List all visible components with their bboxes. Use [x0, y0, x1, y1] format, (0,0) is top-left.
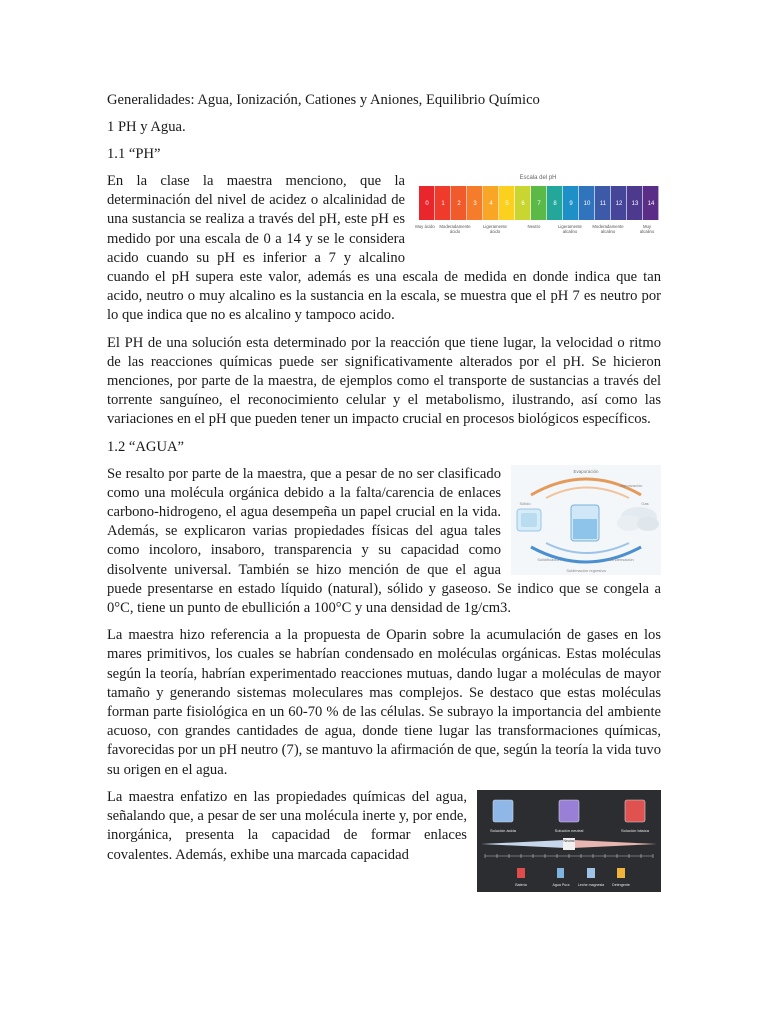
ph-number-14: 14	[647, 201, 655, 208]
basic-beaker-icon	[625, 800, 645, 822]
example-label-battery: Batería	[515, 882, 527, 887]
example-label-detergent: Detergente	[612, 882, 630, 887]
water-bottle-icon	[557, 868, 564, 878]
ph-number-8: 8	[553, 201, 557, 208]
ph-category-label: Ligeramente ácido	[483, 224, 507, 234]
paragraph-chemical-properties: La maestra enfatizo en las propiedades químicas del agua, señalando que, a pesar de ser una molécula inerte y, por ende, inorgánica, presenta la capacidad de formar enlaces covalentes. Además, exhibe una marcada capacidad	[107, 788, 467, 863]
acid-base-scale-figure	[477, 790, 661, 892]
water-label-top: Evaporación	[573, 468, 599, 474]
ph-number-4: 4	[489, 201, 493, 208]
ph-number-13: 13	[631, 201, 639, 208]
paragraph-ph-intro: En la clase la maestra menciono, que la determinación del nivel de acidez o alcalinidad de una sustancia se realiza a través del pH, este pH es medido por una escala de 0 a 14 y se le considera acido cuando su pH es inferior a 7 y alcalino cuando el pH supera este valor, además es una escala de medida en donde indica que tan acido, neutro o muy alcalino es la sustancia en la escala, se muestra que el pH 7 es neutro por lo que indica que no es alcalino y tampoco acido.	[107, 173, 661, 324]
example-label-milk-magnesia: Leche magnesia	[577, 882, 605, 887]
ph-number-7: 7	[537, 201, 541, 208]
acid-base-scale-graphic	[477, 790, 661, 892]
ph-number-2: 2	[457, 201, 461, 208]
ph-category-label: Muy ácido	[415, 224, 435, 229]
water-states-figure	[511, 465, 661, 575]
water-label-left: Sólido	[519, 500, 531, 506]
neutral-beaker-icon	[559, 800, 579, 822]
ph-number-11: 11	[599, 201, 607, 208]
water-label-right: Gas	[641, 500, 649, 506]
ph-number-12: 12	[615, 201, 623, 208]
ph-category-label: Moderadamente alcalino	[592, 224, 624, 234]
ph-category-label: Moderadamente ácido	[439, 224, 471, 234]
neutral-solution-label: Solución neutral	[554, 827, 584, 833]
example-label-pure-water: Agua Pura	[552, 882, 570, 887]
water-label-top-right: Vaporización	[619, 482, 643, 488]
water-states-graphic	[511, 465, 661, 575]
ph-number-0: 0	[425, 201, 429, 208]
section-heading-1-1: 1.1 “PH”	[107, 146, 161, 162]
water-label-bottom-right: Condensación	[608, 556, 634, 562]
ph-scale-graphic	[415, 172, 661, 262]
ph-number-6: 6	[521, 201, 525, 208]
acid-beaker-icon	[493, 800, 513, 822]
ph-number-5: 5	[505, 201, 509, 208]
ph-scale-figure	[415, 172, 661, 262]
ph-number-9: 9	[569, 201, 573, 208]
neutral-center-label: Neutral	[563, 838, 575, 843]
section-heading-1-2: 1.2 “AGUA”	[107, 438, 185, 455]
paragraph-oparin: La maestra hizo referencia a la propuesta de Oparin sobre la acumulación de gases en los mares primitivos, los cuales se habrían condensado en moléculas orgánicas. Estas moléculas según la teoría, habrían experimentado reacciones mutuas, dando lugar a moléculas de mayor tamaño y generando sistemas moleculares mas complejos. Se destaco que estas moléculas forman parte fisiológica en un 60-70 % de las células. Se subrayo la importancia del ambiente acuoso, con grandes cantidades de agua, donde tiene lugar las transformaciones químicas, favorecidas por un pH neutro (7), se mantuvo la afirmación de que, según la teoría la vida tuvo su origen en el agua.	[107, 627, 661, 778]
battery-icon	[517, 868, 525, 878]
acid-solution-label: Solución ácida	[489, 827, 517, 833]
paragraph-ph-reactions: El PH de una solución esta determinado por la reacción que tiene lugar, la velocidad o ritmo de las reacciones químicas puede ser significativamente alterados por el pH. Se hicieron menciones, por parte de la maestra, de ejemplos como el transporte de sustancias a través del torrente sanguíneo, el reconocimiento celular y el metabolismo, ilustrando, así como las variaciones en el pH que pueden tener un impacto crucial en procesos biológicos específicos.	[107, 334, 661, 428]
detergent-icon	[617, 868, 625, 878]
basic-solution-label: Solución básica	[620, 827, 650, 833]
section-heading-1: 1 PH y Agua.	[107, 119, 186, 135]
ph-number-10: 10	[583, 201, 591, 208]
ph-scale-title: Escala del pH	[519, 175, 557, 181]
ph-number-1: 1	[441, 201, 445, 208]
document-content	[107, 91, 661, 896]
ph-category-label: Neutro	[527, 224, 541, 229]
ph-category-label: Muy alcalino	[639, 224, 655, 234]
water-label-bottom: Sublimación regresiva	[566, 567, 606, 573]
water-label-bottom-left: Solidificación	[537, 556, 561, 562]
ph-number-3: 3	[473, 201, 477, 208]
paragraph-water-properties: Se resalto por parte de la maestra, que a pesar de no ser clasificado como una molécula orgánica debido a la falta/carencia de enlaces carbono-hidrogeno, el agua desempeña un papel crucial en la vida. Además, se explicaron varias propiedades físicas del agua tales como incoloro, insaboro, transparencia y su capacidad como disolvente universal. También se hizo mención de que el agua puede presentarse en estado líquido (natural), sólido y gaseoso. Se indico que se congela a 0°C, tiene un punto de ebullición a 100°C y una densidad de 1g/cm3.	[107, 465, 661, 617]
milk-magnesia-icon	[587, 868, 595, 878]
document-heading: Generalidades: Agua, Ionización, Cationes y Aniones, Equilibrio Químico	[107, 92, 540, 108]
ph-category-label: Ligeramente alcalino	[558, 224, 582, 234]
